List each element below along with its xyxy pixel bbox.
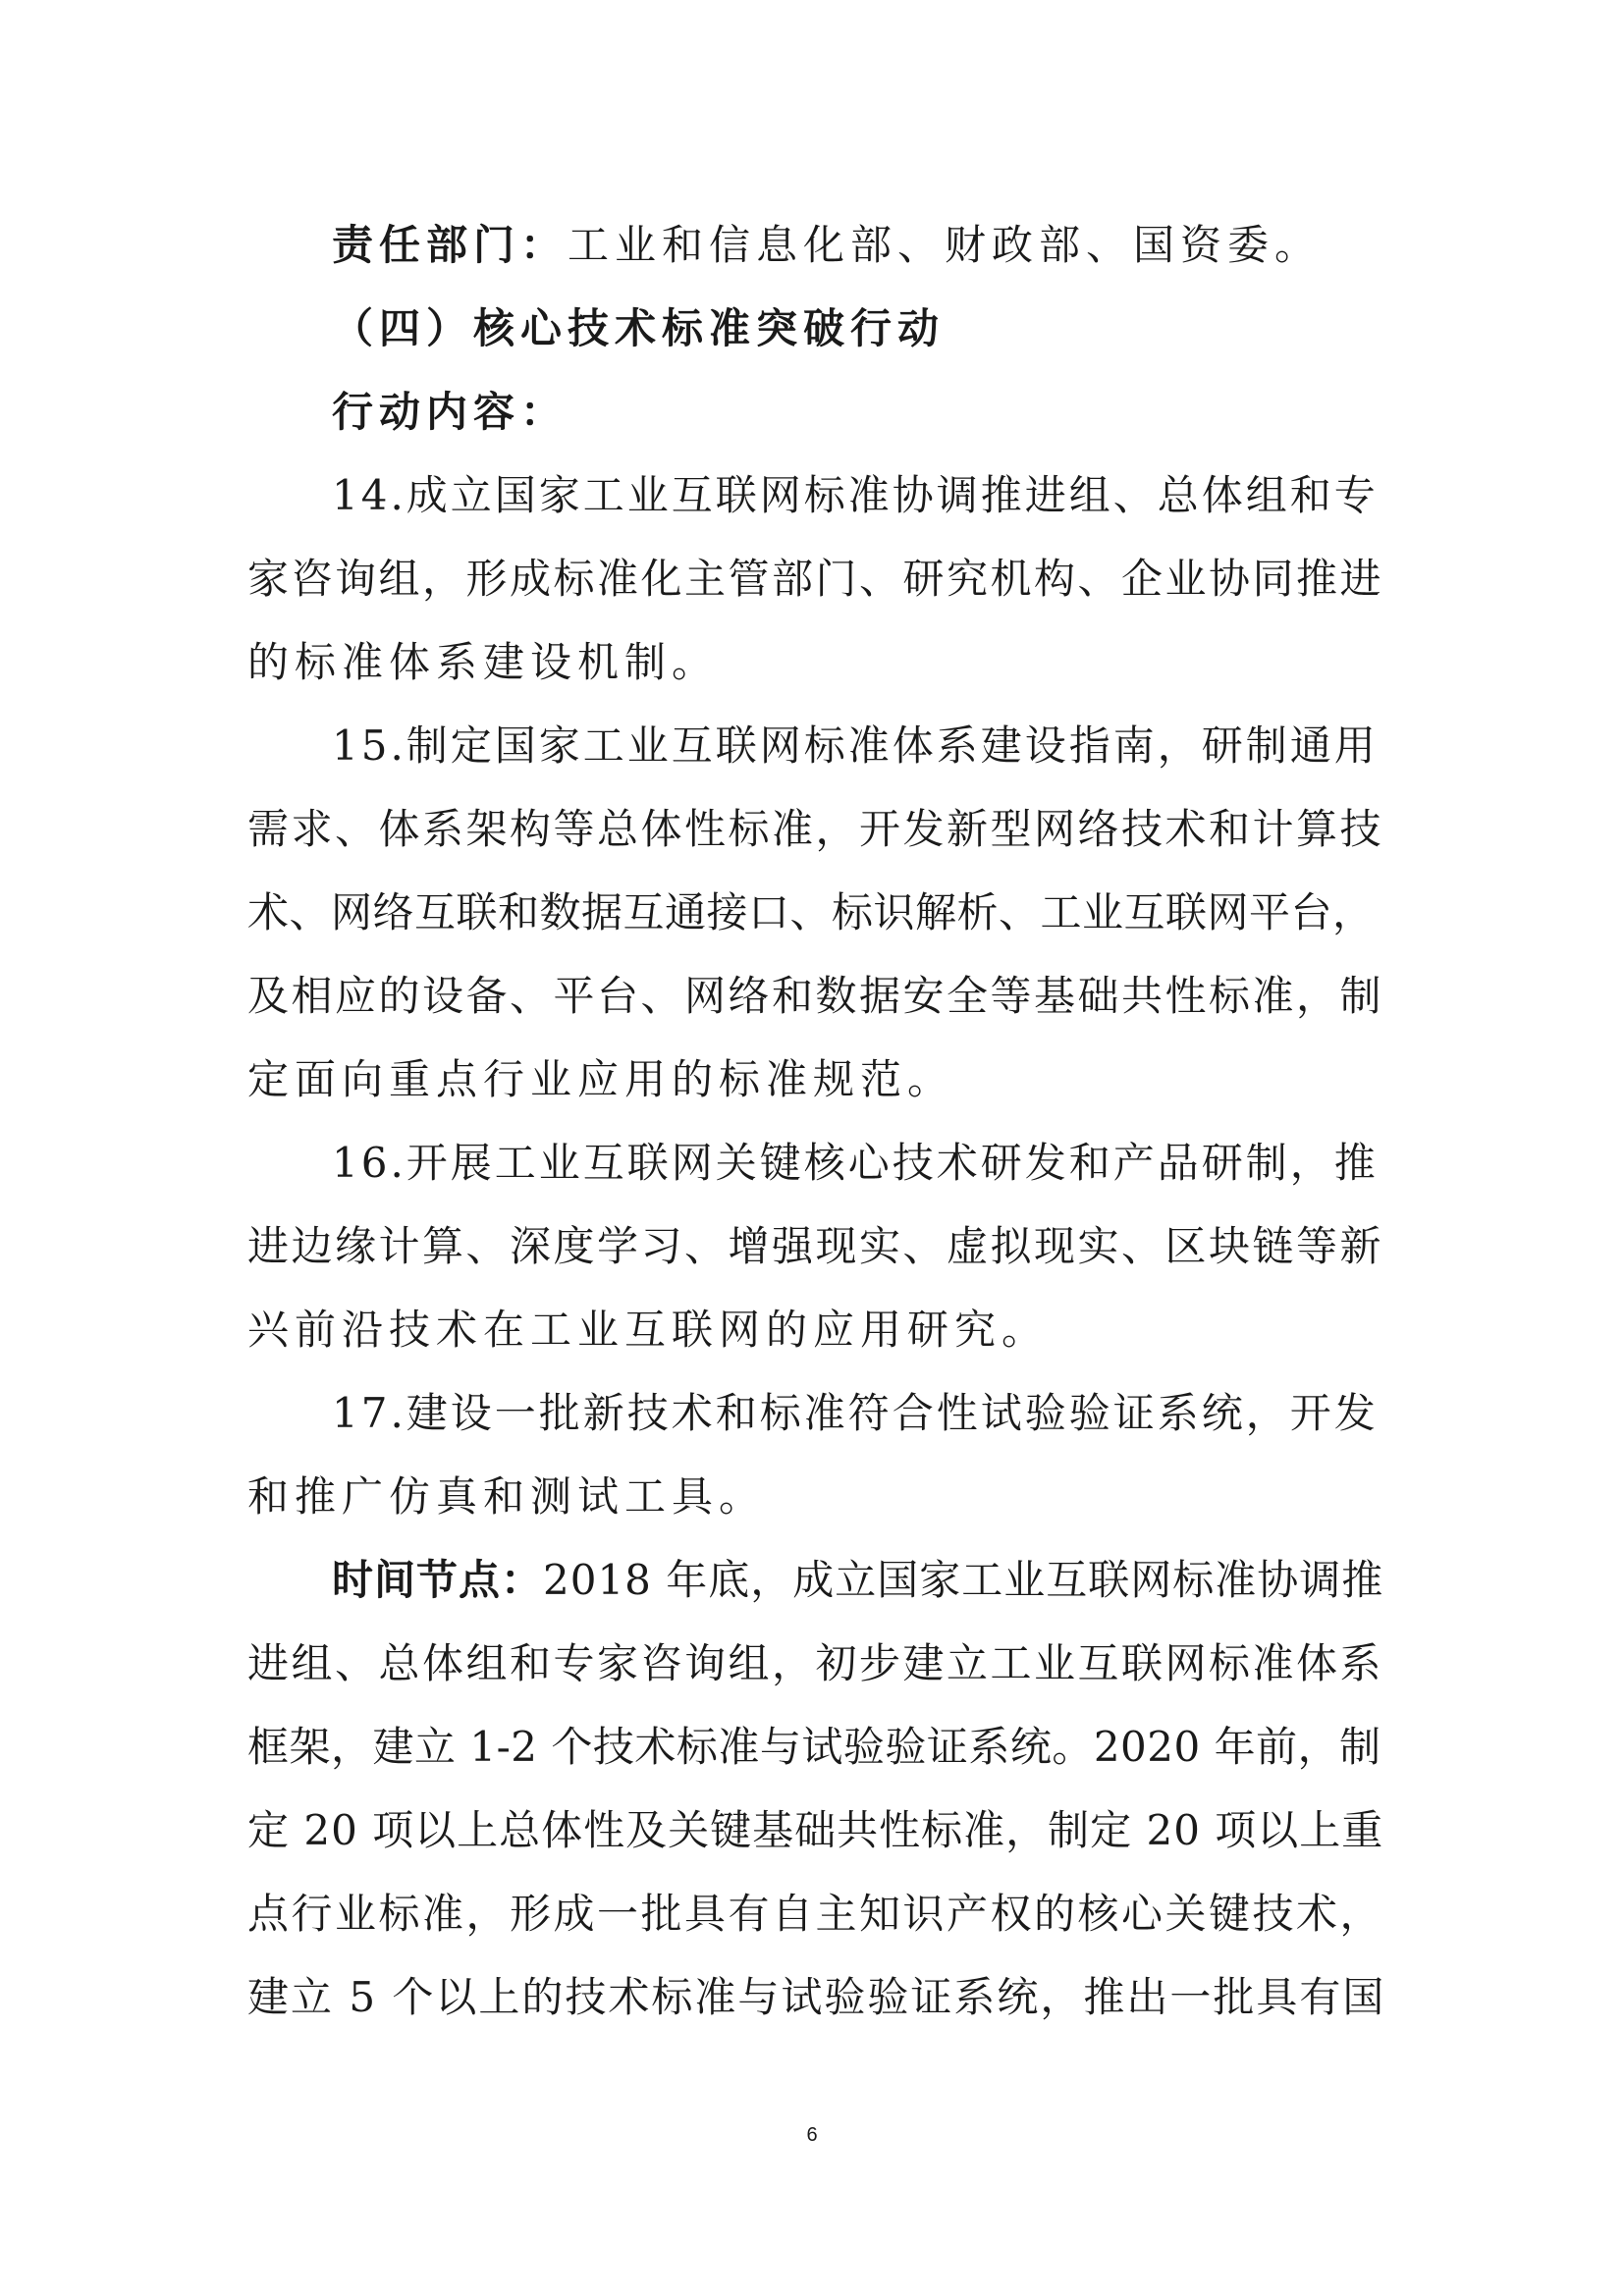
item-16-line-3: 兴前沿技术在工业互联网的应用研究。 (247, 1306, 1050, 1354)
timeline-line-3: 框架，建立 1-2 个技术标准与试验验证系统。2020 年前，制 (247, 1723, 1381, 1771)
timeline-line-4: 定 20 项以上总体性及关键基础共性标准，制定 20 项以上重 (247, 1806, 1384, 1854)
item-14-line-1: 14.成立国家工业互联网标准协调推进组、总体组和专 (332, 471, 1379, 519)
item-14-line-3: 的标准体系建设机制。 (247, 638, 720, 686)
item-15-line-2: 需求、体系架构等总体性标准，开发新型网络技术和计算技 (247, 805, 1384, 853)
item-16-line-2: 进边缘计算、深度学习、增强现实、虚拟现实、区块链等新 (247, 1222, 1384, 1270)
timeline-line-5: 点行业标准，形成一批具有自主知识产权的核心关键技术， (247, 1890, 1384, 1938)
timeline-line-2: 进组、总体组和专家咨询组，初步建立工业互联网标准体系 (247, 1639, 1384, 1687)
item-14-line-2: 家咨询组，形成标准化主管部门、研究机构、企业协同推进 (247, 555, 1384, 603)
item-15-line-4: 及相应的设备、平台、网络和数据安全等基础共性标准，制 (247, 972, 1384, 1020)
timeline-label: 时间节点： (332, 1556, 544, 1604)
item-15-line-3: 术、网络互联和数据互通接口、标识解析、工业互联网平台， (247, 888, 1375, 936)
action-heading: 行动内容： (332, 388, 568, 436)
responsibility-text: 工业和信息化部、财政部、国资委。 (568, 221, 1323, 269)
page-number: 6 (806, 2124, 818, 2146)
timeline-line-6: 建立 5 个以上的技术标准与试验验证系统，推出一批具有国 (247, 1973, 1386, 2021)
item-16-line-1: 16.开展工业互联网关键核心技术研发和产品研制，推 (332, 1139, 1379, 1187)
item-15-line-1: 15.制定国家工业互联网标准体系建设指南，研制通用 (332, 721, 1379, 770)
responsibility-label: 责任部门： (332, 221, 568, 269)
responsibility-paragraph (332, 211, 1386, 280)
section-title: （四）核心技术标准突破行动 (332, 304, 946, 352)
timeline-text-1: 2018 年底，成立国家工业互联网标准协调推 (543, 1556, 1384, 1604)
item-15-line-5: 定面向重点行业应用的标准规范。 (247, 1055, 955, 1103)
item-17-line-2: 和推广仿真和测试工具。 (247, 1472, 767, 1521)
item-17-line-1: 17.建设一批新技术和标准符合性试验验证系统，开发 (332, 1389, 1379, 1437)
timeline-line-1 (332, 1546, 1386, 1615)
